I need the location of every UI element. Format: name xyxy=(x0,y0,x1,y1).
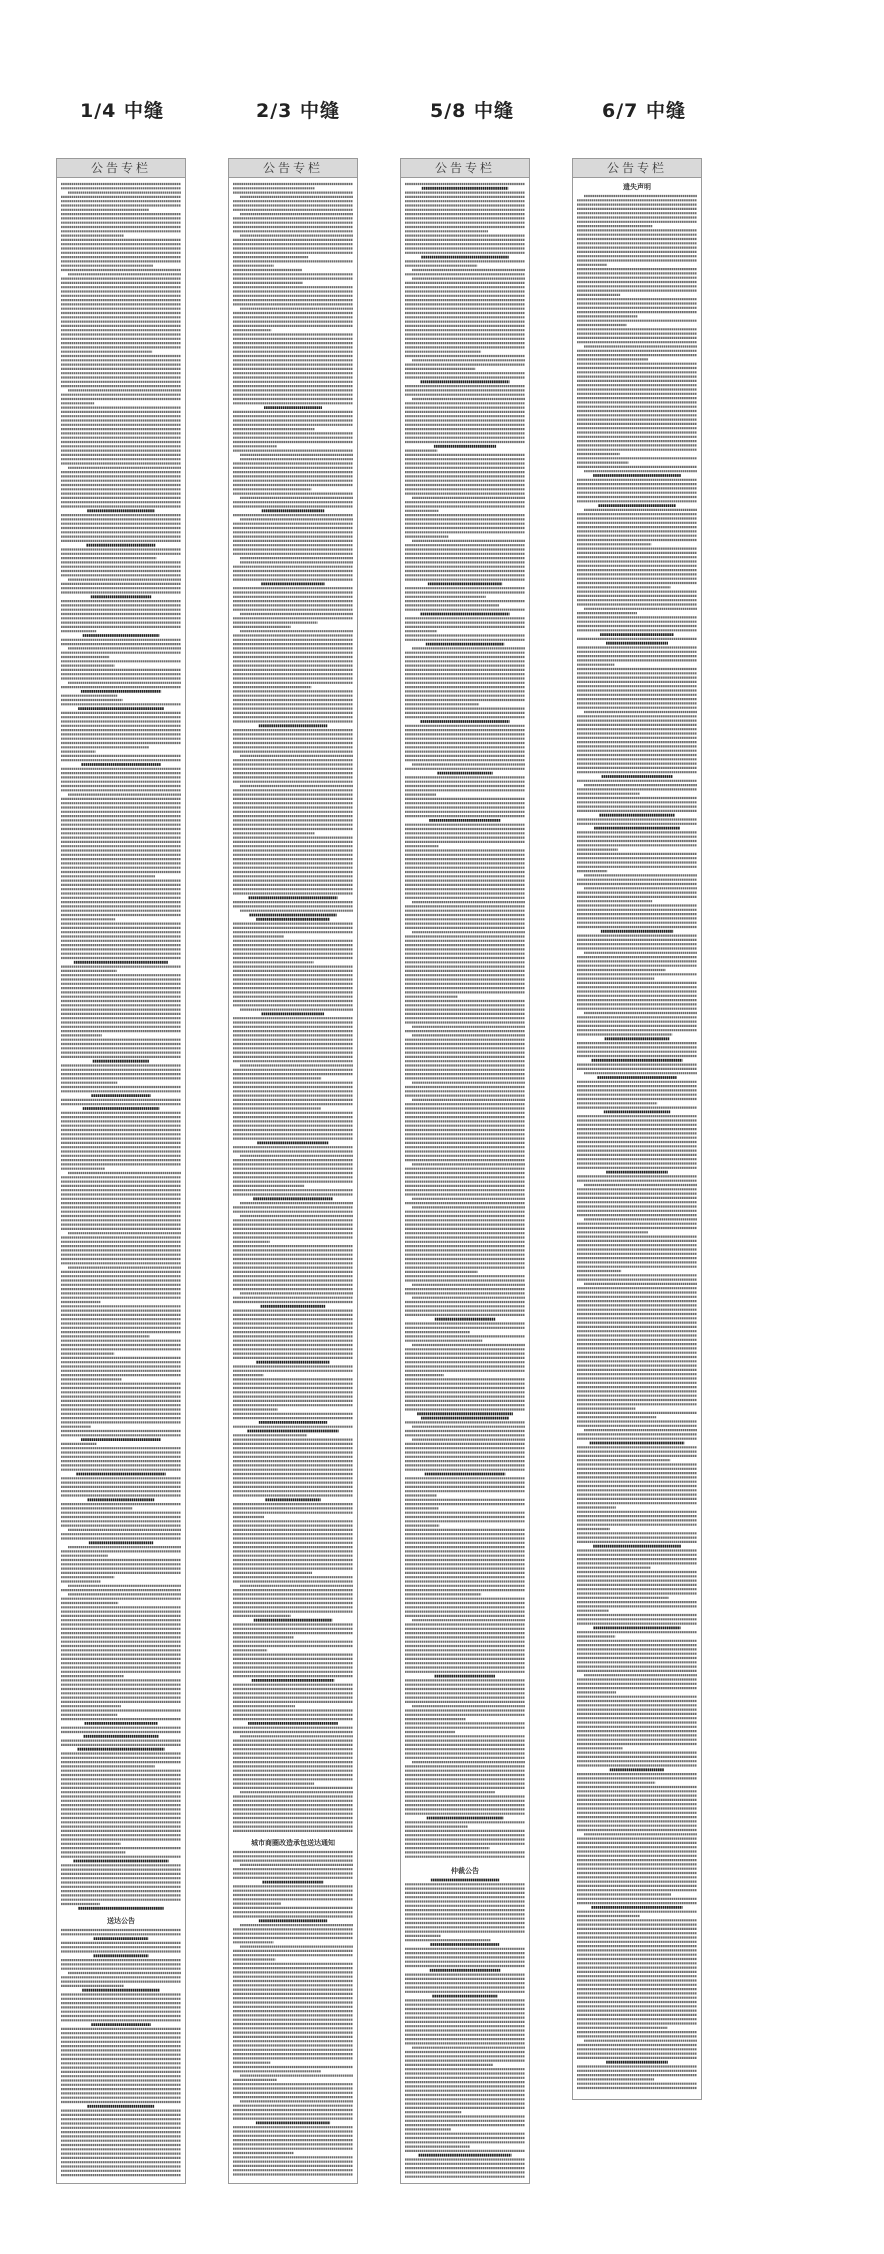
notice-text-block xyxy=(577,194,697,2094)
body-text-lines xyxy=(577,194,697,2094)
section-heading: 遗失声明 xyxy=(623,183,651,191)
section-heading: 送达公告 xyxy=(107,1917,135,1925)
body-text-lines xyxy=(405,1878,525,2180)
notice-column-5-8 xyxy=(400,158,530,2184)
body-text-lines xyxy=(61,1928,181,2178)
notice-text-block xyxy=(405,182,525,1862)
column-body xyxy=(573,178,701,2099)
column-body xyxy=(401,178,529,2183)
column-header: 公告专栏 xyxy=(229,159,357,178)
notice-text-block xyxy=(233,1850,353,2180)
body-text-lines xyxy=(233,1850,353,2180)
section-heading: 仲裁公告 xyxy=(451,1867,479,1875)
column-header: 公告专栏 xyxy=(401,159,529,178)
notice-column-2-3 xyxy=(228,158,358,2184)
body-text-lines xyxy=(233,182,353,1834)
column-title-5-8: 5/8 中缝 xyxy=(430,100,514,122)
notice-column-1-4 xyxy=(56,158,186,2184)
section-heading: 城市商圈改造承包送达通知 xyxy=(251,1839,335,1847)
column-body xyxy=(229,178,357,2183)
column-title-6-7: 6/7 中缝 xyxy=(602,100,686,122)
column-header: 公告专栏 xyxy=(57,159,185,178)
notice-text-block xyxy=(61,182,181,1912)
column-title-2-3: 2/3 中缝 xyxy=(256,100,340,122)
notice-text-block xyxy=(233,182,353,1834)
body-text-lines xyxy=(61,182,181,1912)
column-body xyxy=(57,178,185,2183)
body-text-lines xyxy=(405,182,525,1862)
column-title-1-4: 1/4 中缝 xyxy=(80,100,164,122)
column-header: 公告专栏 xyxy=(573,159,701,178)
notice-column-6-7 xyxy=(572,158,702,2100)
notice-text-block xyxy=(405,1878,525,2180)
notice-text-block xyxy=(61,1928,181,2178)
